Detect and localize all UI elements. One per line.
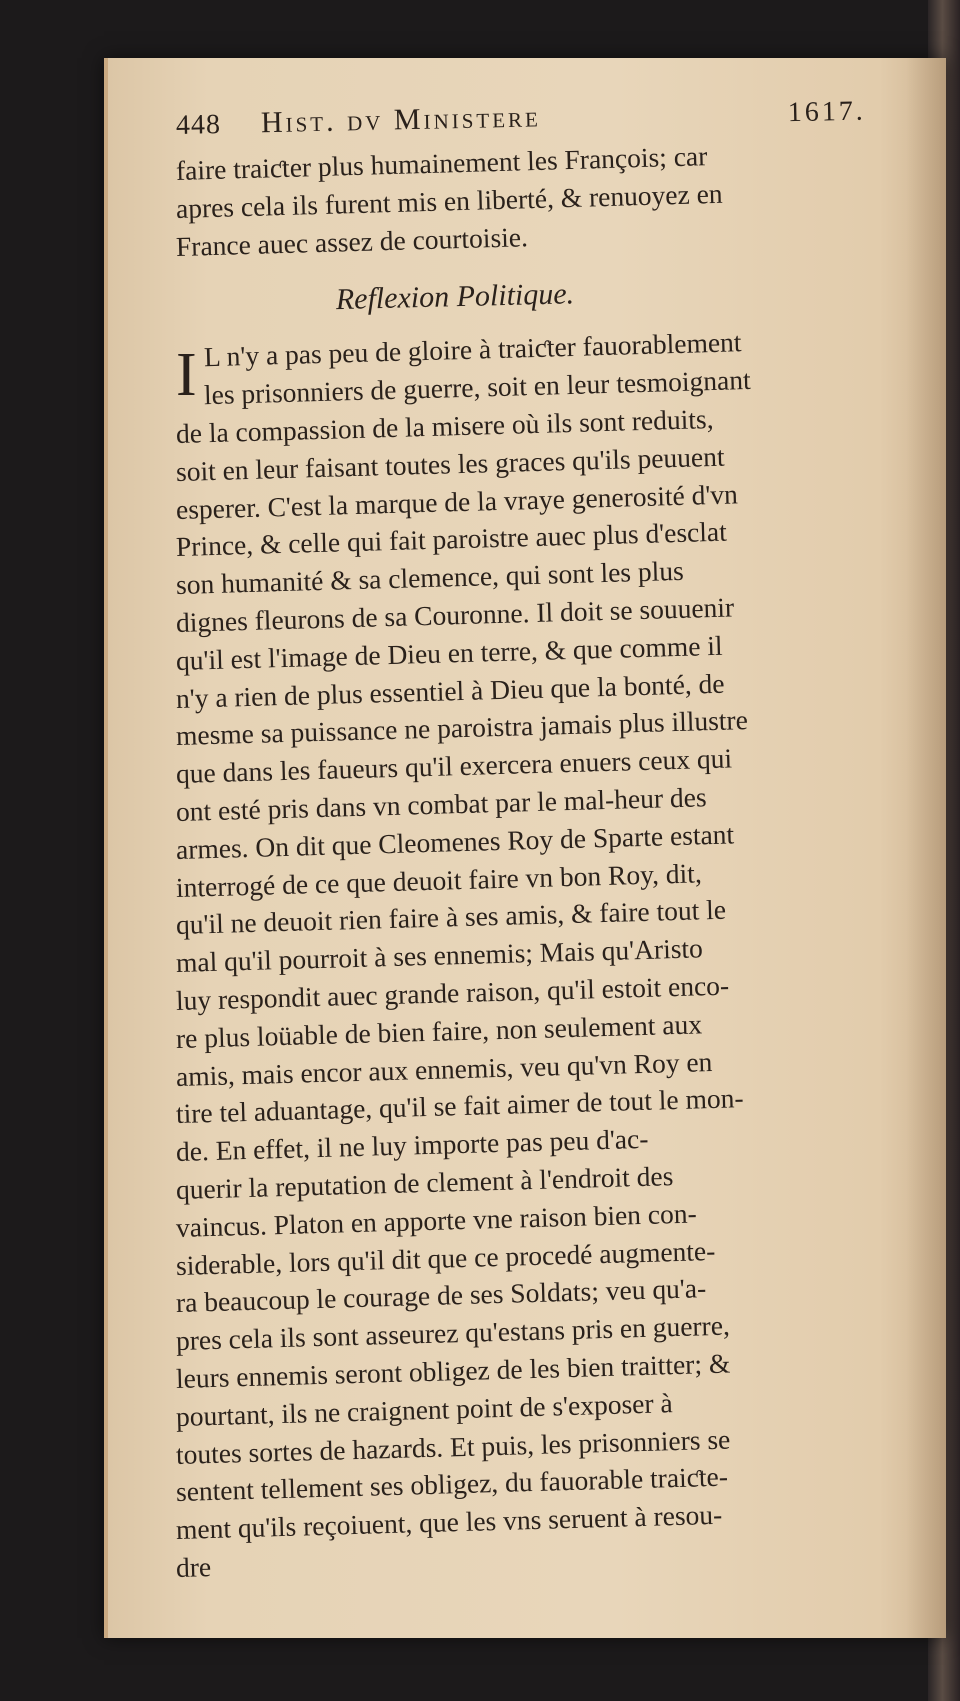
intro-paragraph [175, 140, 896, 265]
text-line: esperer. C'est la marque de la vraye generosité d'vn [175, 477, 739, 525]
text-line: pourtant, ils ne craignent point de s'exposer à [175, 1386, 673, 1432]
text-line: les prisonniers de guerre, soit en leur tesmoignant [203, 364, 752, 411]
text-line: qu'il est l'image de Dieu en terre, & que comme il [175, 629, 723, 676]
text-line: pres cela ils sont asseurez qu'estans pris en guerre, [175, 1309, 731, 1357]
section-heading: Reflexion Politique. [335, 277, 575, 317]
text-line: de. En effet, il ne luy importe pas peu d'ac- [175, 1122, 649, 1168]
text-line: France auec assez de courtoisie. [175, 220, 529, 262]
year-marker: 1617. [787, 95, 867, 129]
text-line: mesme sa puissance ne paroistra jamais plus illustre [175, 704, 749, 752]
text-line: querir la reputation de clement à l'endroit des [175, 1160, 674, 1205]
text-line: n'y a rien de plus essentiel à Dieu que la bonté, de [175, 667, 725, 714]
text-line: armes. On dit que Cleomenes Roy de Sparte estant [175, 818, 735, 865]
text-line: L n'y a pas peu de gloire à traiƈter fauorablement [203, 326, 742, 373]
text-line: ment qu'ils reçoiuent, que les vns seruent à resou- [175, 1498, 723, 1546]
page-text [175, 95, 896, 1587]
text-line: dre [175, 1550, 212, 1583]
text-line: Prince, & celle qui fait paroistre auec plus d'esclat [175, 515, 728, 563]
text-line: soit en leur faisant toutes les graces qu'ils peuuent [175, 440, 725, 487]
body-paragraph [175, 326, 896, 1586]
text-line: interrogé de ce que deuoit faire vn bon Roy, dit, [175, 856, 703, 903]
text-line: sentent tellement ses obligez, du fauorable traiƈte- [175, 1460, 729, 1508]
text-line: toutes sortes de hazards. Et puis, les prisonniers se [175, 1423, 731, 1470]
drop-cap: I [176, 341, 197, 410]
text-line: amis, mais encor aux ennemis, veu qu'vn Roy en [175, 1045, 713, 1092]
running-title: Hist. dv Ministere [260, 100, 542, 140]
text-line: re plus loüable de bien faire, non seulement aux [175, 1008, 703, 1054]
text-line: luy respondit auec grande raison, qu'il estoit enco- [175, 969, 730, 1016]
text-line: tire tel aduantage, qu'il se fait aimer de tout le mon- [175, 1082, 744, 1130]
text-line: faire traiƈter plus humainement les François; car [175, 140, 708, 186]
text-line: que dans les faueurs qu'il exercera enuers ceux qui [175, 742, 733, 790]
text-line: apres cela ils furent mis en liberté, & renuoyez en [175, 177, 723, 224]
text-line: ont esté pris dans vn combat par le mal-heur des [175, 781, 707, 827]
page-number: 448 [175, 109, 222, 141]
text-line: mal qu'il pourroit à ses ennemis; Mais qu'Aristo [175, 932, 704, 979]
text-line: vaincus. Platon en apporte vne raison bien con- [175, 1197, 698, 1243]
text-line: ra beaucoup le courage de ses Soldats; veu qu'a- [175, 1272, 707, 1319]
text-line: siderable, lors qu'il dit que ce procedé augmente- [175, 1234, 716, 1281]
text-line: leurs ennemis seront obligez de les bien traitter; & [175, 1347, 731, 1394]
text-line: dignes fleurons de sa Couronne. Il doit se souuenir [175, 591, 735, 638]
text-line: son humanité & sa clemence, qui sont les plus [175, 554, 685, 601]
text-line: qu'il ne deuoit rien faire à ses amis, & faire tout le [175, 893, 727, 941]
text-line: de la compassion de la misere où ils sont reduits, [175, 402, 714, 449]
